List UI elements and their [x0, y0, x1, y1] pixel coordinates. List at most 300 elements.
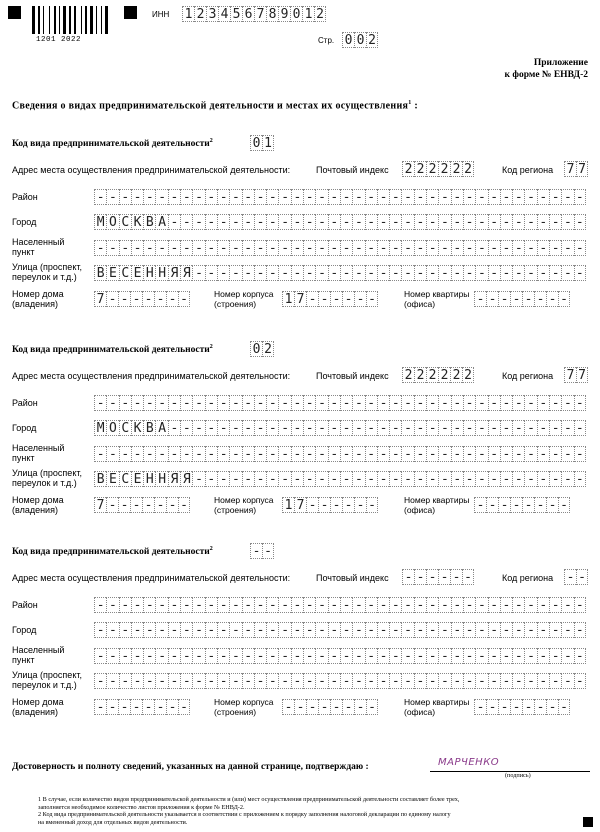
char-cell[interactable]: -: [315, 673, 327, 689]
char-cell[interactable]: -: [155, 622, 167, 638]
street-field[interactable]: [94, 471, 586, 487]
char-cell[interactable]: -: [328, 189, 340, 205]
apartment-field[interactable]: [474, 497, 570, 513]
char-cell[interactable]: 7: [564, 367, 576, 383]
char-cell[interactable]: 7: [294, 291, 306, 307]
char-cell[interactable]: -: [561, 648, 573, 664]
char-cell[interactable]: -: [266, 471, 278, 487]
char-cell[interactable]: -: [315, 471, 327, 487]
char-cell[interactable]: -: [242, 265, 254, 281]
char-cell[interactable]: -: [558, 497, 570, 513]
char-cell[interactable]: -: [366, 699, 378, 715]
char-cell[interactable]: -: [328, 597, 340, 613]
char-cell[interactable]: -: [475, 395, 487, 411]
char-cell[interactable]: А: [155, 214, 167, 230]
char-cell[interactable]: 3: [206, 6, 218, 22]
char-cell[interactable]: -: [192, 395, 204, 411]
char-cell[interactable]: -: [205, 622, 217, 638]
char-cell[interactable]: -: [180, 622, 192, 638]
char-cell[interactable]: -: [192, 240, 204, 256]
char-cell[interactable]: -: [242, 214, 254, 230]
char-cell[interactable]: К: [131, 214, 143, 230]
char-cell[interactable]: -: [451, 446, 463, 462]
char-cell[interactable]: -: [352, 395, 364, 411]
char-cell[interactable]: -: [574, 673, 586, 689]
char-cell[interactable]: -: [463, 471, 475, 487]
char-cell[interactable]: -: [500, 189, 512, 205]
postal-index-field[interactable]: [402, 161, 474, 177]
char-cell[interactable]: -: [217, 673, 229, 689]
char-cell[interactable]: -: [537, 420, 549, 436]
signature[interactable]: МАРЧЕНКО: [438, 757, 500, 768]
char-cell[interactable]: -: [537, 648, 549, 664]
char-cell[interactable]: Я: [168, 265, 180, 281]
char-cell[interactable]: -: [389, 214, 401, 230]
char-cell[interactable]: -: [488, 420, 500, 436]
char-cell[interactable]: -: [242, 673, 254, 689]
char-cell[interactable]: -: [242, 648, 254, 664]
char-cell[interactable]: -: [414, 471, 426, 487]
char-cell[interactable]: -: [451, 189, 463, 205]
char-cell[interactable]: -: [463, 648, 475, 664]
char-cell[interactable]: С: [119, 471, 131, 487]
char-cell[interactable]: -: [561, 265, 573, 281]
char-cell[interactable]: -: [486, 291, 498, 307]
char-cell[interactable]: -: [365, 648, 377, 664]
char-cell[interactable]: -: [229, 673, 241, 689]
char-cell[interactable]: -: [205, 214, 217, 230]
char-cell[interactable]: -: [291, 189, 303, 205]
char-cell[interactable]: -: [451, 673, 463, 689]
char-cell[interactable]: -: [131, 597, 143, 613]
char-cell[interactable]: -: [315, 395, 327, 411]
char-cell[interactable]: -: [426, 265, 438, 281]
char-cell[interactable]: -: [438, 622, 450, 638]
char-cell[interactable]: -: [377, 597, 389, 613]
char-cell[interactable]: -: [414, 446, 426, 462]
char-cell[interactable]: -: [426, 622, 438, 638]
char-cell[interactable]: -: [166, 497, 178, 513]
char-cell[interactable]: Н: [155, 265, 167, 281]
char-cell[interactable]: -: [352, 240, 364, 256]
char-cell[interactable]: -: [451, 622, 463, 638]
char-cell[interactable]: 7: [94, 291, 106, 307]
char-cell[interactable]: -: [340, 189, 352, 205]
char-cell[interactable]: -: [451, 597, 463, 613]
char-cell[interactable]: -: [524, 446, 536, 462]
char-cell[interactable]: -: [414, 240, 426, 256]
char-cell[interactable]: -: [328, 446, 340, 462]
char-cell[interactable]: -: [486, 699, 498, 715]
char-cell[interactable]: -: [318, 497, 330, 513]
char-cell[interactable]: -: [278, 471, 290, 487]
char-cell[interactable]: -: [414, 673, 426, 689]
char-cell[interactable]: -: [500, 446, 512, 462]
char-cell[interactable]: -: [549, 597, 561, 613]
char-cell[interactable]: -: [576, 569, 588, 585]
char-cell[interactable]: -: [119, 622, 131, 638]
char-cell[interactable]: -: [291, 265, 303, 281]
char-cell[interactable]: -: [315, 597, 327, 613]
char-cell[interactable]: -: [414, 395, 426, 411]
char-cell[interactable]: -: [328, 622, 340, 638]
char-cell[interactable]: -: [155, 446, 167, 462]
settlement-field[interactable]: [94, 240, 586, 256]
char-cell[interactable]: -: [119, 240, 131, 256]
char-cell[interactable]: -: [549, 240, 561, 256]
char-cell[interactable]: -: [426, 673, 438, 689]
char-cell[interactable]: -: [500, 648, 512, 664]
char-cell[interactable]: -: [328, 214, 340, 230]
char-cell[interactable]: -: [155, 395, 167, 411]
char-cell[interactable]: О: [106, 420, 118, 436]
char-cell[interactable]: -: [254, 189, 266, 205]
char-cell[interactable]: -: [463, 214, 475, 230]
char-cell[interactable]: -: [354, 497, 366, 513]
char-cell[interactable]: -: [340, 622, 352, 638]
char-cell[interactable]: -: [574, 214, 586, 230]
char-cell[interactable]: -: [303, 446, 315, 462]
char-cell[interactable]: -: [118, 291, 130, 307]
char-cell[interactable]: -: [564, 569, 576, 585]
char-cell[interactable]: -: [401, 673, 413, 689]
char-cell[interactable]: -: [94, 597, 106, 613]
char-cell[interactable]: -: [414, 420, 426, 436]
char-cell[interactable]: -: [266, 622, 278, 638]
char-cell[interactable]: -: [549, 420, 561, 436]
char-cell[interactable]: -: [488, 471, 500, 487]
char-cell[interactable]: -: [438, 240, 450, 256]
char-cell[interactable]: 4: [218, 6, 230, 22]
char-cell[interactable]: -: [180, 240, 192, 256]
char-cell[interactable]: М: [94, 420, 106, 436]
char-cell[interactable]: -: [463, 189, 475, 205]
char-cell[interactable]: -: [486, 497, 498, 513]
char-cell[interactable]: А: [155, 420, 167, 436]
char-cell[interactable]: В: [94, 265, 106, 281]
char-cell[interactable]: -: [500, 214, 512, 230]
char-cell[interactable]: -: [291, 395, 303, 411]
char-cell[interactable]: -: [354, 291, 366, 307]
char-cell[interactable]: -: [192, 622, 204, 638]
char-cell[interactable]: -: [549, 622, 561, 638]
char-cell[interactable]: -: [558, 699, 570, 715]
char-cell[interactable]: -: [488, 265, 500, 281]
char-cell[interactable]: -: [106, 597, 118, 613]
char-cell[interactable]: 0: [290, 6, 302, 22]
char-cell[interactable]: -: [549, 214, 561, 230]
char-cell[interactable]: -: [549, 648, 561, 664]
char-cell[interactable]: 2: [462, 161, 474, 177]
char-cell[interactable]: -: [315, 622, 327, 638]
char-cell[interactable]: -: [154, 699, 166, 715]
char-cell[interactable]: -: [365, 420, 377, 436]
char-cell[interactable]: -: [94, 189, 106, 205]
char-cell[interactable]: -: [130, 497, 142, 513]
char-cell[interactable]: 2: [450, 161, 462, 177]
char-cell[interactable]: -: [168, 673, 180, 689]
char-cell[interactable]: -: [118, 497, 130, 513]
char-cell[interactable]: -: [291, 471, 303, 487]
char-cell[interactable]: -: [451, 648, 463, 664]
char-cell[interactable]: -: [217, 265, 229, 281]
char-cell[interactable]: -: [242, 471, 254, 487]
char-cell[interactable]: -: [463, 395, 475, 411]
char-cell[interactable]: -: [168, 420, 180, 436]
char-cell[interactable]: В: [94, 471, 106, 487]
char-cell[interactable]: -: [142, 699, 154, 715]
char-cell[interactable]: -: [549, 265, 561, 281]
char-cell[interactable]: -: [438, 265, 450, 281]
char-cell[interactable]: -: [342, 699, 354, 715]
char-cell[interactable]: -: [278, 214, 290, 230]
activity-code-field[interactable]: [250, 341, 274, 357]
char-cell[interactable]: -: [94, 622, 106, 638]
char-cell[interactable]: -: [475, 471, 487, 487]
char-cell[interactable]: -: [365, 597, 377, 613]
char-cell[interactable]: 6: [242, 6, 254, 22]
char-cell[interactable]: -: [306, 699, 318, 715]
char-cell[interactable]: -: [229, 446, 241, 462]
char-cell[interactable]: -: [488, 446, 500, 462]
street-field[interactable]: [94, 265, 586, 281]
char-cell[interactable]: -: [574, 395, 586, 411]
char-cell[interactable]: -: [318, 699, 330, 715]
char-cell[interactable]: -: [365, 446, 377, 462]
char-cell[interactable]: -: [143, 673, 155, 689]
char-cell[interactable]: В: [143, 420, 155, 436]
char-cell[interactable]: -: [524, 622, 536, 638]
char-cell[interactable]: 2: [262, 341, 274, 357]
char-cell[interactable]: -: [574, 622, 586, 638]
char-cell[interactable]: -: [119, 189, 131, 205]
char-cell[interactable]: -: [278, 240, 290, 256]
char-cell[interactable]: -: [155, 597, 167, 613]
char-cell[interactable]: -: [168, 446, 180, 462]
char-cell[interactable]: -: [192, 189, 204, 205]
char-cell[interactable]: -: [291, 648, 303, 664]
char-cell[interactable]: -: [451, 214, 463, 230]
char-cell[interactable]: 2: [426, 367, 438, 383]
char-cell[interactable]: -: [282, 699, 294, 715]
char-cell[interactable]: -: [106, 699, 118, 715]
char-cell[interactable]: -: [180, 446, 192, 462]
char-cell[interactable]: -: [303, 189, 315, 205]
char-cell[interactable]: -: [242, 395, 254, 411]
char-cell[interactable]: -: [451, 395, 463, 411]
char-cell[interactable]: -: [512, 395, 524, 411]
char-cell[interactable]: -: [389, 673, 401, 689]
char-cell[interactable]: -: [488, 189, 500, 205]
char-cell[interactable]: -: [512, 446, 524, 462]
char-cell[interactable]: -: [389, 240, 401, 256]
char-cell[interactable]: -: [205, 648, 217, 664]
char-cell[interactable]: -: [438, 673, 450, 689]
char-cell[interactable]: -: [180, 395, 192, 411]
char-cell[interactable]: -: [524, 648, 536, 664]
char-cell[interactable]: -: [474, 291, 486, 307]
char-cell[interactable]: 2: [194, 6, 206, 22]
char-cell[interactable]: -: [192, 214, 204, 230]
char-cell[interactable]: -: [426, 420, 438, 436]
char-cell[interactable]: -: [106, 189, 118, 205]
char-cell[interactable]: -: [291, 446, 303, 462]
char-cell[interactable]: -: [498, 497, 510, 513]
char-cell[interactable]: -: [315, 189, 327, 205]
char-cell[interactable]: -: [278, 446, 290, 462]
char-cell[interactable]: -: [303, 673, 315, 689]
district-field[interactable]: [94, 395, 586, 411]
char-cell[interactable]: -: [229, 214, 241, 230]
char-cell[interactable]: -: [131, 673, 143, 689]
char-cell[interactable]: -: [512, 597, 524, 613]
char-cell[interactable]: -: [266, 214, 278, 230]
char-cell[interactable]: -: [291, 214, 303, 230]
char-cell[interactable]: -: [131, 395, 143, 411]
char-cell[interactable]: -: [524, 471, 536, 487]
building-field[interactable]: [282, 699, 378, 715]
char-cell[interactable]: -: [475, 420, 487, 436]
char-cell[interactable]: -: [401, 420, 413, 436]
char-cell[interactable]: -: [166, 291, 178, 307]
char-cell[interactable]: -: [254, 471, 266, 487]
char-cell[interactable]: Е: [106, 471, 118, 487]
char-cell[interactable]: -: [377, 214, 389, 230]
char-cell[interactable]: -: [250, 543, 262, 559]
char-cell[interactable]: -: [303, 265, 315, 281]
char-cell[interactable]: Е: [131, 265, 143, 281]
char-cell[interactable]: -: [352, 214, 364, 230]
inn-field[interactable]: [182, 6, 326, 22]
char-cell[interactable]: -: [217, 446, 229, 462]
char-cell[interactable]: 2: [414, 161, 426, 177]
char-cell[interactable]: -: [340, 673, 352, 689]
char-cell[interactable]: -: [94, 240, 106, 256]
char-cell[interactable]: -: [451, 240, 463, 256]
char-cell[interactable]: -: [266, 189, 278, 205]
char-cell[interactable]: -: [561, 189, 573, 205]
char-cell[interactable]: -: [205, 265, 217, 281]
char-cell[interactable]: -: [474, 497, 486, 513]
char-cell[interactable]: -: [500, 471, 512, 487]
char-cell[interactable]: -: [168, 597, 180, 613]
char-cell[interactable]: -: [377, 673, 389, 689]
char-cell[interactable]: 7: [254, 6, 266, 22]
char-cell[interactable]: -: [426, 446, 438, 462]
char-cell[interactable]: -: [352, 446, 364, 462]
char-cell[interactable]: -: [365, 214, 377, 230]
char-cell[interactable]: -: [352, 420, 364, 436]
char-cell[interactable]: -: [414, 569, 426, 585]
char-cell[interactable]: -: [488, 648, 500, 664]
char-cell[interactable]: -: [561, 240, 573, 256]
char-cell[interactable]: -: [168, 648, 180, 664]
char-cell[interactable]: -: [340, 395, 352, 411]
char-cell[interactable]: -: [328, 648, 340, 664]
char-cell[interactable]: -: [574, 446, 586, 462]
char-cell[interactable]: -: [315, 420, 327, 436]
char-cell[interactable]: -: [266, 673, 278, 689]
char-cell[interactable]: -: [180, 420, 192, 436]
char-cell[interactable]: -: [178, 699, 190, 715]
char-cell[interactable]: -: [291, 420, 303, 436]
char-cell[interactable]: -: [131, 240, 143, 256]
char-cell[interactable]: 2: [314, 6, 326, 22]
char-cell[interactable]: -: [106, 291, 118, 307]
char-cell[interactable]: -: [303, 622, 315, 638]
char-cell[interactable]: 0: [250, 135, 262, 151]
char-cell[interactable]: -: [168, 214, 180, 230]
char-cell[interactable]: -: [143, 597, 155, 613]
char-cell[interactable]: -: [377, 648, 389, 664]
char-cell[interactable]: -: [229, 240, 241, 256]
char-cell[interactable]: 2: [450, 367, 462, 383]
char-cell[interactable]: -: [166, 699, 178, 715]
char-cell[interactable]: -: [192, 446, 204, 462]
char-cell[interactable]: -: [155, 673, 167, 689]
char-cell[interactable]: -: [142, 497, 154, 513]
char-cell[interactable]: -: [377, 622, 389, 638]
char-cell[interactable]: -: [558, 291, 570, 307]
char-cell[interactable]: -: [340, 648, 352, 664]
char-cell[interactable]: 8: [266, 6, 278, 22]
char-cell[interactable]: -: [401, 214, 413, 230]
char-cell[interactable]: -: [168, 622, 180, 638]
char-cell[interactable]: -: [291, 673, 303, 689]
char-cell[interactable]: С: [119, 265, 131, 281]
char-cell[interactable]: -: [143, 648, 155, 664]
char-cell[interactable]: -: [315, 240, 327, 256]
char-cell[interactable]: -: [94, 648, 106, 664]
char-cell[interactable]: -: [510, 291, 522, 307]
char-cell[interactable]: -: [488, 597, 500, 613]
char-cell[interactable]: -: [451, 265, 463, 281]
char-cell[interactable]: -: [463, 622, 475, 638]
char-cell[interactable]: -: [354, 699, 366, 715]
char-cell[interactable]: -: [475, 673, 487, 689]
char-cell[interactable]: -: [205, 395, 217, 411]
char-cell[interactable]: -: [401, 446, 413, 462]
city-field[interactable]: [94, 214, 586, 230]
char-cell[interactable]: -: [266, 446, 278, 462]
char-cell[interactable]: Е: [106, 265, 118, 281]
char-cell[interactable]: -: [106, 395, 118, 411]
char-cell[interactable]: -: [463, 597, 475, 613]
char-cell[interactable]: -: [254, 420, 266, 436]
char-cell[interactable]: -: [217, 648, 229, 664]
char-cell[interactable]: -: [328, 471, 340, 487]
char-cell[interactable]: -: [401, 648, 413, 664]
char-cell[interactable]: -: [130, 291, 142, 307]
char-cell[interactable]: -: [488, 240, 500, 256]
char-cell[interactable]: -: [426, 597, 438, 613]
char-cell[interactable]: -: [180, 214, 192, 230]
char-cell[interactable]: -: [414, 214, 426, 230]
char-cell[interactable]: -: [510, 699, 522, 715]
char-cell[interactable]: -: [426, 471, 438, 487]
char-cell[interactable]: -: [291, 622, 303, 638]
char-cell[interactable]: -: [242, 189, 254, 205]
char-cell[interactable]: -: [242, 622, 254, 638]
char-cell[interactable]: -: [500, 673, 512, 689]
char-cell[interactable]: 7: [294, 497, 306, 513]
char-cell[interactable]: -: [192, 597, 204, 613]
char-cell[interactable]: -: [119, 648, 131, 664]
char-cell[interactable]: -: [262, 543, 274, 559]
char-cell[interactable]: -: [365, 673, 377, 689]
char-cell[interactable]: -: [512, 622, 524, 638]
char-cell[interactable]: -: [266, 420, 278, 436]
